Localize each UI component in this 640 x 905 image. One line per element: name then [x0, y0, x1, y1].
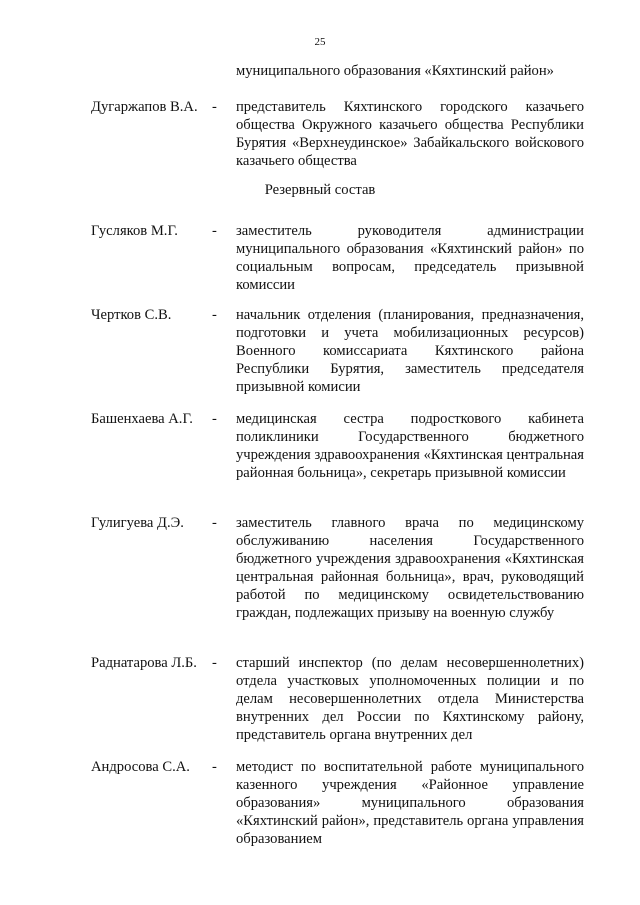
- member-description: начальник отделения (планирования, предназначения, подготовки и учета мобилизационных ресурсов) Военного комиссариата Кяхтинского района Республики Бурятия, заместитель председателя призывной комисии: [236, 307, 584, 395]
- member-name: Раднатарова Л.Б.: [91, 655, 197, 671]
- member-name: Андросова С.А.: [91, 759, 190, 775]
- member-description: старший инспектор (по делам несовершеннолетних) отдела участковых уполномоченных полиции и по делам несовершеннолетних отдела Министерства внутренних дел России по Кяхтинскому району, представитель органа внутренних дел: [236, 655, 584, 743]
- member-dash: -: [212, 515, 217, 531]
- member-description: заместитель главного врача по медицинскому обслуживанию населения Государственного бюджетного учреждения здравоохранения «Кяхтинская центральная районная больница», врач, руководящий работой по медицинскому освидетельствованию граждан, подлежащих призыву на военную службу: [236, 515, 584, 621]
- page-number: 25: [314, 36, 326, 48]
- member-dash: -: [212, 223, 217, 239]
- member-description: медицинская сестра подросткового кабинета поликлиники Государственного бюджетного учреждения здравоохранения «Кяхтинская центральная районная больница», секретарь призывной комиссии: [236, 411, 584, 481]
- member-description: заместитель руководителя администрации муниципального образования «Кяхтинский район» по социальным вопросам, председатель призывной комиссии: [236, 223, 584, 293]
- reserve-section-title: Резервный состав: [264, 182, 376, 198]
- member-name: Чертков С.В.: [91, 307, 172, 323]
- member-dash: -: [212, 307, 217, 323]
- member-name: Башенхаева А.Г.: [91, 411, 193, 427]
- continued-description: муниципального образования «Кяхтинский район»: [236, 63, 554, 79]
- member-dash: -: [212, 99, 217, 115]
- member-description: методист по воспитательной работе муниципального казенного учреждения «Районное управление образования» муниципального образования «Кяхтинский район», представитель органа управления образованием: [236, 759, 584, 847]
- member-dash: -: [212, 411, 217, 427]
- member-dash: -: [212, 759, 217, 775]
- member-description: представитель Кяхтинского городского казачьего общества Окружного казачьего общества Республики Бурятия «Верхнеудинское» Забайкальского войскового казачьего общества: [236, 99, 584, 169]
- member-dash: -: [212, 655, 217, 671]
- member-name: Гусляков М.Г.: [91, 223, 178, 239]
- member-name: Гулигуева Д.Э.: [91, 515, 184, 531]
- member-name: Дугаржапов В.А.: [91, 99, 198, 115]
